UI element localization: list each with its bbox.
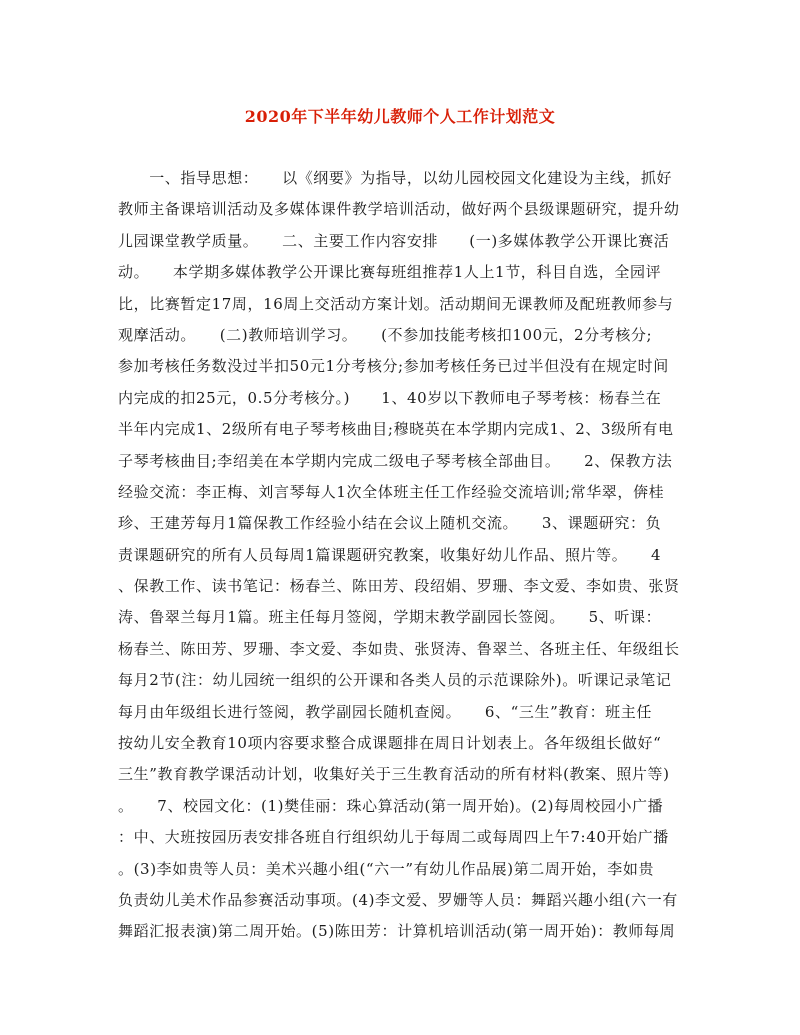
- body-line: 每月2节(注：幼儿园统一组织的公开课和各类人员的示范课除外)。听课记录笔记: [118, 671, 672, 690]
- body-line: 观摩活动。 (二)教师培训学习。 (不参加技能考核扣100元，2分考核分;: [118, 325, 653, 344]
- body-line: 涛、鲁翠兰每月1篇。班主任每月签阅，学期末教学副园长签阅。 5、听课：: [118, 608, 662, 627]
- body-line: 一、指导思想： 以《纲要》为指导，以幼儿园校园文化建设为主线，抓好: [118, 169, 673, 187]
- body-line: 杨春兰、陈田芳、罗珊、李文爱、李如贵、张贤涛、鲁翠兰、各班主任、年级组长: [118, 639, 680, 658]
- body-line: 比，比赛暂定17周，16周上交活动方案计划。活动期间无课教师及配班教师参与: [118, 294, 674, 313]
- body-line: 三生”教育教学课活动计划，收集好关于三生教育活动的所有材料(教案、照片等): [118, 765, 670, 784]
- body-line: 、保教工作、读书笔记：杨春兰、陈田芳、段绍娟、罗珊、李文爱、李如贵、张贤: [118, 577, 680, 596]
- document-title: 2020年下半年幼儿教师个人工作计划范文: [244, 107, 556, 126]
- body-line: 儿园课堂教学质量。 二、主要工作内容安排 (一)多媒体教学公开课比赛活: [118, 231, 670, 250]
- body-line: 参加考核任务数没过半扣50元1分考核分;参加考核任务已过半但没有在规定时间: [118, 357, 669, 376]
- body-line: 内完成的扣25元，0.5分考核分。) 1、40岁以下教师电子琴考核：杨春兰在: [118, 388, 662, 407]
- body-line: 珍、王建芳每月1篇保教工作经验小结在会议上随机交流。 3、课题研究：负: [118, 514, 662, 533]
- body-line: 教师主备课培训活动及多媒体课件教学培训活动，做好两个县级课题研究，提升幼: [118, 200, 680, 219]
- body-line: 半年内完成1、2级所有电子琴考核曲目;穆晓英在本学期内完成1、2、3级所有电: [118, 420, 674, 439]
- body-line: 。 7、校园文化：(1)樊佳丽：珠心算活动(第一周开始)。(2)每周校园小广播: [118, 796, 664, 815]
- body-line: 每月由年级组长进行签阅，教学副园长随机查阅。 6、“三生”教育：班主任: [118, 702, 652, 721]
- body-line: 按幼儿安全教育10项内容要求整合成课题排在周日计划表上。各年级组长做好“: [118, 734, 662, 753]
- body-line: 负责幼儿美术作品参赛活动事项。(4)李文爱、罗姗等人员：舞蹈兴趣小组(六一有: [118, 890, 678, 909]
- document-body: [118, 163, 682, 948]
- body-line: ：中、大班按园历表安排各班自行组织幼儿于每周二或每周四上午7:40开始广播: [118, 828, 669, 847]
- body-line: 动。 本学期多媒体教学公开课比赛每班组推荐1人上1节，科目自选，全园评: [118, 263, 662, 282]
- body-line: 经验交流：李正梅、刘言琴每人1次全体班主任工作经验交流培训;常华翠，倴桂: [118, 482, 665, 501]
- body-line: 舞蹈汇报表演)第二周开始。(5)陈田芳：计算机培训活动(第一周开始)：教师每周: [118, 922, 676, 941]
- body-line: 责课题研究的所有人员每周1篇课题研究教案，收集好幼儿作品、照片等。 4: [118, 545, 662, 564]
- body-line: 子琴考核曲目;李绍美在本学期内完成二级电子琴考核全部曲目。 2、保教方法: [118, 451, 673, 470]
- body-line: 。(3)李如贵等人员：美术兴趣小组(“六一”有幼儿作品展)第二周开始，李如贵: [118, 859, 655, 878]
